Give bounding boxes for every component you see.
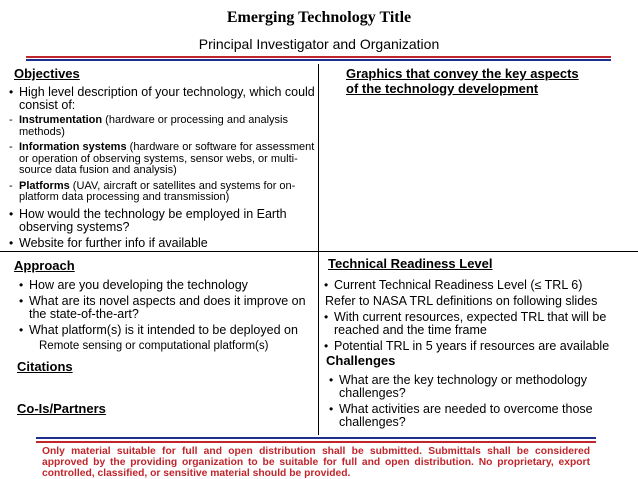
objectives-sub-item xyxy=(8,142,318,177)
sub-item-desc: (hardware or processing and analysis methods) xyxy=(19,114,288,138)
trl-current: • Current Technical Readiness Level (≤ TRL 6) xyxy=(323,279,635,292)
citations-heading: Citations xyxy=(17,359,73,374)
trl-potential: • Potential TRL in 5 years if resources are available xyxy=(323,340,635,353)
objectives-sub-item xyxy=(8,115,318,138)
horizontal-divider xyxy=(0,251,638,252)
trl-expected: • With current resources, expected TRL that will be reached and the time frame xyxy=(323,311,635,337)
objectives-list-2 xyxy=(8,208,318,250)
page-title: Emerging Technology Title xyxy=(226,9,412,26)
approach-item: • What platform(s) is it intended to be deployed on xyxy=(18,324,316,337)
challenges-item: • What activities are needed to overcome those challenges? xyxy=(328,403,618,429)
trl-list-1 xyxy=(323,279,635,292)
objectives-sub-list xyxy=(8,115,318,204)
graphics-heading-line1: Graphics that convey the key aspects xyxy=(346,66,579,81)
graphics-heading xyxy=(346,66,579,96)
header-rule-red xyxy=(26,56,611,58)
sub-item-term: Instrumentation xyxy=(19,114,103,126)
footer-disclaimer: Only material suitable for full and open distribution shall be submitted. Submittals shall be considered approved by the providing organization to be suitable for full and open distribution. No proprietary, export controlled, classified, or sensitive material should be provided. xyxy=(42,446,590,479)
objectives-item-employment: • How would the technology be employed in Earth observing systems? xyxy=(8,208,318,234)
sub-item-desc: (UAV, aircraft or satellites and systems for on-platform data processing and transmission) xyxy=(19,179,296,203)
objectives-heading: Objectives xyxy=(14,66,80,81)
coi-heading: Co-Is/Partners xyxy=(17,401,106,416)
approach-note: Remote sensing or computational platform(s) xyxy=(39,340,269,352)
vertical-divider xyxy=(318,64,319,435)
trl-reference: Refer to NASA TRL definitions on following slides xyxy=(325,294,598,308)
challenges-section xyxy=(328,374,618,429)
header-rule-blue xyxy=(26,59,611,61)
sub-item-term: Information systems xyxy=(19,141,127,153)
objectives-item-description: • High level description of your technology, which could consist of: xyxy=(8,86,318,112)
challenges-heading: Challenges xyxy=(326,353,396,368)
graphics-heading-line2: of the technology development xyxy=(346,81,539,96)
approach-list xyxy=(18,279,316,337)
footer-rule-red xyxy=(36,441,596,443)
approach-section xyxy=(18,279,316,353)
challenges-list xyxy=(328,374,618,429)
approach-item: • How are you developing the technology xyxy=(18,279,316,292)
challenges-item: • What are the key technology or methodology challenges? xyxy=(328,374,618,400)
objectives-list xyxy=(8,86,318,112)
objectives-item-website: • Website for further info if available xyxy=(8,237,318,250)
approach-heading: Approach xyxy=(14,258,75,273)
objectives-sub-item xyxy=(8,181,318,204)
sub-item-term: Platforms xyxy=(19,179,70,192)
trl-list-2 xyxy=(323,311,635,353)
trl-section xyxy=(323,279,635,353)
objectives-section xyxy=(8,86,318,250)
approach-item: • What are its novel aspects and does it improve on the state-of-the-art? xyxy=(18,295,316,321)
page-subtitle: Principal Investigator and Organization xyxy=(198,36,440,52)
sub-item-desc: (hardware or software for assessment or operation of observing systems, sensor webs, or multi-source data fusion and analysis) xyxy=(19,141,315,176)
trl-heading: Technical Readiness Level xyxy=(328,256,493,271)
footer-rule-blue xyxy=(36,437,596,439)
